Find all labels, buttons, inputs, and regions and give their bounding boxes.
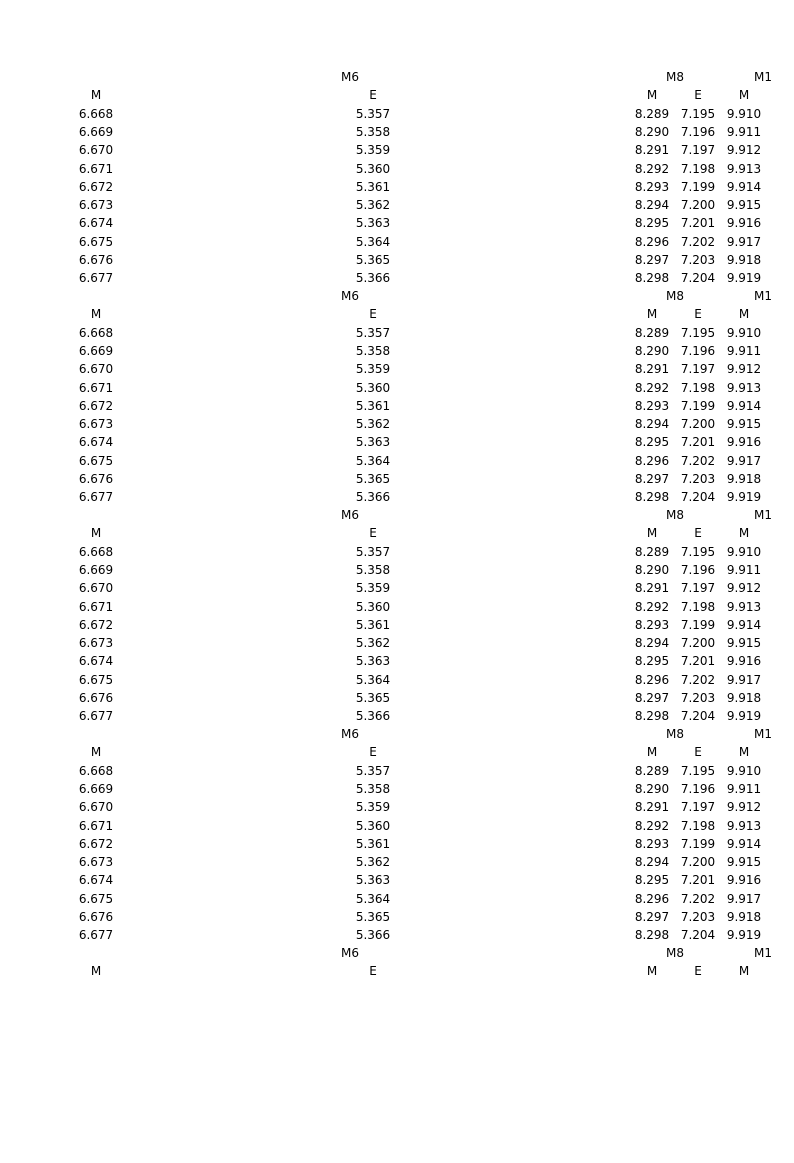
- table-cell: 5.361: [355, 398, 391, 413]
- table-cell: 8.294: [634, 636, 670, 651]
- table-cell: 8.294: [634, 855, 670, 870]
- table-cell: 7.202: [680, 234, 716, 249]
- table-cell: 6.669: [78, 124, 114, 139]
- group-header-m1: M1: [754, 289, 772, 303]
- table-cell: 9.914: [726, 836, 762, 851]
- table-cell: 8.293: [634, 617, 670, 632]
- table-cell: 6.674: [78, 873, 114, 888]
- table-cell: 8.295: [634, 216, 670, 231]
- table-cell: 5.357: [355, 106, 391, 121]
- table-cell: 8.290: [634, 343, 670, 358]
- table-cell: 7.195: [680, 106, 716, 121]
- table-cell: 6.674: [78, 216, 114, 231]
- table-cell: 8.291: [634, 800, 670, 815]
- column-header: E: [694, 745, 702, 760]
- table-cell: 9.911: [726, 124, 762, 139]
- table-cell: 9.914: [726, 398, 762, 413]
- table-cell: 9.911: [726, 562, 762, 577]
- table-cell: 7.202: [680, 453, 716, 468]
- group-header-m1: M1: [754, 946, 772, 960]
- table-cell: 7.199: [680, 617, 716, 632]
- table-cell: 5.362: [355, 636, 391, 651]
- table-cell: 8.292: [634, 380, 670, 395]
- table-cell: 6.676: [78, 472, 114, 486]
- table-cell: 7.201: [680, 216, 716, 231]
- table-cell: 9.917: [726, 672, 762, 687]
- table-cell: 5.366: [355, 709, 391, 724]
- column-header: M: [738, 745, 750, 760]
- table-cell: 7.195: [680, 763, 716, 778]
- table-cell: 9.916: [726, 435, 762, 450]
- table-cell: 7.203: [680, 910, 716, 924]
- table-block: [0, 725, 772, 944]
- column-header: M: [646, 88, 658, 103]
- column-header: M: [646, 745, 658, 760]
- table-cell: 6.673: [78, 198, 114, 213]
- group-header-m8: M8: [666, 289, 684, 303]
- table-cell: 9.913: [726, 380, 762, 395]
- table-cell: 7.198: [680, 818, 716, 833]
- table-cell: 5.365: [355, 691, 391, 705]
- group-header-m8: M8: [666, 946, 684, 960]
- table-cell: 8.293: [634, 398, 670, 413]
- table-cell: 6.674: [78, 435, 114, 450]
- table-cell: 8.290: [634, 781, 670, 796]
- table-cell: 9.913: [726, 599, 762, 614]
- group-header-m8: M8: [666, 70, 684, 84]
- table-cell: 7.204: [680, 271, 716, 286]
- table-cell: 8.298: [634, 709, 670, 724]
- table-cell: 6.671: [78, 380, 114, 395]
- table-cell: 8.295: [634, 873, 670, 888]
- table-cell: 5.358: [355, 781, 391, 796]
- table-cell: 7.195: [680, 544, 716, 559]
- table-cell: 8.297: [634, 472, 670, 486]
- table-cell: 6.674: [78, 654, 114, 669]
- table-cell: 7.200: [680, 636, 716, 651]
- table-cell: 5.359: [355, 143, 391, 158]
- table-cell: 8.294: [634, 417, 670, 432]
- table-cell: 6.670: [78, 800, 114, 815]
- table-cell: 8.289: [634, 106, 670, 121]
- table-cell: 6.669: [78, 781, 114, 796]
- spreadsheet-area: [0, 68, 772, 1024]
- table-cell: 6.677: [78, 709, 114, 724]
- table-cell: 7.199: [680, 398, 716, 413]
- table-cell: 5.357: [355, 325, 391, 340]
- table-cell: 5.364: [355, 453, 391, 468]
- group-header-m6: M6: [341, 70, 359, 84]
- table-cell: 6.672: [78, 179, 114, 194]
- table-cell: 8.292: [634, 818, 670, 833]
- group-header-m6: M6: [341, 508, 359, 522]
- table-cell: 6.677: [78, 271, 114, 286]
- table-cell: 9.919: [726, 709, 762, 724]
- table-cell: 8.294: [634, 198, 670, 213]
- table-cell: 9.915: [726, 636, 762, 651]
- table-cell: 5.363: [355, 216, 391, 231]
- table-cell: 7.196: [680, 343, 716, 358]
- table-cell: 9.910: [726, 544, 762, 559]
- table-cell: 7.199: [680, 836, 716, 851]
- table-cell: 5.362: [355, 855, 391, 870]
- table-block: [0, 287, 772, 506]
- table-cell: 6.672: [78, 836, 114, 851]
- table-block: [0, 944, 772, 1163]
- table-cell: 5.361: [355, 617, 391, 632]
- table-cell: 7.197: [680, 362, 716, 377]
- column-header: M: [738, 526, 750, 541]
- table-cell: 5.362: [355, 417, 391, 432]
- column-header: E: [369, 88, 377, 103]
- table-cell: 7.196: [680, 124, 716, 139]
- table-cell: 5.366: [355, 271, 391, 286]
- group-header-m8: M8: [666, 508, 684, 522]
- table-cell: 7.198: [680, 380, 716, 395]
- table-cell: 8.290: [634, 562, 670, 577]
- table-cell: 9.917: [726, 234, 762, 249]
- table-cell: 9.910: [726, 106, 762, 121]
- table-block: [0, 68, 772, 287]
- table-cell: 5.364: [355, 891, 391, 906]
- column-header: M: [90, 964, 102, 979]
- table-cell: 9.915: [726, 198, 762, 213]
- table-cell: 7.200: [680, 417, 716, 432]
- table-cell: 8.292: [634, 161, 670, 176]
- column-header: E: [369, 745, 377, 760]
- table-cell: 8.289: [634, 763, 670, 778]
- table-cell: 9.910: [726, 763, 762, 778]
- table-cell: 9.912: [726, 800, 762, 815]
- table-cell: 8.289: [634, 325, 670, 340]
- table-cell: 5.359: [355, 362, 391, 377]
- table-cell: 7.201: [680, 873, 716, 888]
- table-cell: 8.291: [634, 362, 670, 377]
- table-cell: 9.917: [726, 453, 762, 468]
- group-header-m6: M6: [341, 289, 359, 303]
- table-cell: 7.195: [680, 325, 716, 340]
- table-cell: 8.289: [634, 544, 670, 559]
- column-header: M: [646, 307, 658, 322]
- table-cell: 6.675: [78, 234, 114, 249]
- table-cell: 7.203: [680, 472, 716, 486]
- table-cell: 5.357: [355, 763, 391, 778]
- table-cell: 9.911: [726, 781, 762, 796]
- table-cell: 5.364: [355, 234, 391, 249]
- table-cell: 8.297: [634, 253, 670, 267]
- table-cell: 5.366: [355, 928, 391, 943]
- table-cell: 9.913: [726, 161, 762, 176]
- table-cell: 9.916: [726, 873, 762, 888]
- table-cell: 8.296: [634, 234, 670, 249]
- table-cell: 5.363: [355, 873, 391, 888]
- column-header: M: [738, 88, 750, 103]
- table-cell: 7.204: [680, 490, 716, 505]
- table-cell: 6.676: [78, 691, 114, 705]
- column-header: E: [694, 964, 702, 979]
- table-cell: 9.916: [726, 654, 762, 669]
- column-header: E: [369, 964, 377, 979]
- table-cell: 7.204: [680, 928, 716, 943]
- table-cell: 9.918: [726, 253, 762, 267]
- table-cell: 6.675: [78, 672, 114, 687]
- table-cell: 8.295: [634, 435, 670, 450]
- table-cell: 6.672: [78, 398, 114, 413]
- table-cell: 6.670: [78, 143, 114, 158]
- table-cell: 6.669: [78, 562, 114, 577]
- group-header-m1: M1: [754, 508, 772, 522]
- table-cell: 8.292: [634, 599, 670, 614]
- table-cell: 6.673: [78, 855, 114, 870]
- table-cell: 6.677: [78, 928, 114, 943]
- table-cell: 6.677: [78, 490, 114, 505]
- column-header: M: [90, 526, 102, 541]
- column-header: M: [738, 964, 750, 979]
- table-cell: 6.676: [78, 910, 114, 924]
- table-cell: 5.365: [355, 910, 391, 924]
- group-header-m1: M1: [754, 727, 772, 741]
- table-cell: 9.910: [726, 325, 762, 340]
- table-cell: 9.914: [726, 617, 762, 632]
- table-cell: 9.919: [726, 490, 762, 505]
- table-cell: 7.198: [680, 599, 716, 614]
- table-cell: 5.358: [355, 343, 391, 358]
- table-cell: 7.199: [680, 179, 716, 194]
- table-cell: 7.203: [680, 253, 716, 267]
- table-cell: 6.671: [78, 818, 114, 833]
- table-cell: 5.360: [355, 818, 391, 833]
- column-header: E: [369, 526, 377, 541]
- table-cell: 6.671: [78, 599, 114, 614]
- table-cell: 5.365: [355, 253, 391, 267]
- table-cell: 6.673: [78, 636, 114, 651]
- table-cell: 5.362: [355, 198, 391, 213]
- group-header-m6: M6: [341, 946, 359, 960]
- table-cell: 7.202: [680, 672, 716, 687]
- table-cell: 5.358: [355, 124, 391, 139]
- table-cell: 6.668: [78, 763, 114, 778]
- table-cell: 7.204: [680, 709, 716, 724]
- table-cell: 6.668: [78, 106, 114, 121]
- table-cell: 5.361: [355, 179, 391, 194]
- table-cell: 6.676: [78, 253, 114, 267]
- table-cell: 6.668: [78, 544, 114, 559]
- table-cell: 5.363: [355, 435, 391, 450]
- group-header-m6: M6: [341, 727, 359, 741]
- table-cell: 6.670: [78, 581, 114, 596]
- table-block: [0, 506, 772, 725]
- table-cell: 6.671: [78, 161, 114, 176]
- table-cell: 8.297: [634, 691, 670, 705]
- column-header: E: [369, 307, 377, 322]
- table-cell: 5.357: [355, 544, 391, 559]
- table-cell: 9.912: [726, 362, 762, 377]
- table-cell: 9.912: [726, 581, 762, 596]
- table-cell: 9.915: [726, 417, 762, 432]
- table-cell: 9.912: [726, 143, 762, 158]
- column-header: M: [738, 307, 750, 322]
- column-header: E: [694, 526, 702, 541]
- table-cell: 7.203: [680, 691, 716, 705]
- column-header: M: [90, 88, 102, 103]
- table-cell: 5.364: [355, 672, 391, 687]
- table-cell: 5.358: [355, 562, 391, 577]
- table-cell: 8.298: [634, 271, 670, 286]
- table-cell: 6.675: [78, 453, 114, 468]
- table-cell: 9.918: [726, 472, 762, 486]
- table-cell: 9.914: [726, 179, 762, 194]
- column-header: M: [646, 526, 658, 541]
- column-header: M: [90, 745, 102, 760]
- table-cell: 7.201: [680, 435, 716, 450]
- table-cell: 8.293: [634, 179, 670, 194]
- table-cell: 8.296: [634, 672, 670, 687]
- table-cell: 9.916: [726, 216, 762, 231]
- table-cell: 8.298: [634, 490, 670, 505]
- table-cell: 8.291: [634, 143, 670, 158]
- table-cell: 9.915: [726, 855, 762, 870]
- table-cell: 9.911: [726, 343, 762, 358]
- table-cell: 9.918: [726, 910, 762, 924]
- table-cell: 7.197: [680, 800, 716, 815]
- table-cell: 5.360: [355, 161, 391, 176]
- table-cell: 6.668: [78, 325, 114, 340]
- table-cell: 8.291: [634, 581, 670, 596]
- table-cell: 7.202: [680, 891, 716, 906]
- table-cell: 6.672: [78, 617, 114, 632]
- table-cell: 8.293: [634, 836, 670, 851]
- table-cell: 6.675: [78, 891, 114, 906]
- table-cell: 9.913: [726, 818, 762, 833]
- column-header: M: [646, 964, 658, 979]
- column-header: E: [694, 307, 702, 322]
- table-cell: 7.196: [680, 781, 716, 796]
- group-header-m1: M1: [754, 70, 772, 84]
- table-cell: 8.290: [634, 124, 670, 139]
- column-header: M: [90, 307, 102, 322]
- table-cell: 5.365: [355, 472, 391, 486]
- table-cell: 8.296: [634, 453, 670, 468]
- column-header: E: [694, 88, 702, 103]
- table-cell: 7.200: [680, 855, 716, 870]
- table-cell: 8.296: [634, 891, 670, 906]
- table-cell: 9.917: [726, 891, 762, 906]
- table-cell: 7.198: [680, 161, 716, 176]
- table-cell: 5.359: [355, 800, 391, 815]
- table-cell: 7.201: [680, 654, 716, 669]
- table-cell: 5.359: [355, 581, 391, 596]
- table-cell: 6.673: [78, 417, 114, 432]
- table-cell: 9.919: [726, 928, 762, 943]
- table-cell: 5.366: [355, 490, 391, 505]
- table-cell: 8.297: [634, 910, 670, 924]
- group-header-m8: M8: [666, 727, 684, 741]
- table-cell: 5.360: [355, 380, 391, 395]
- table-cell: 7.196: [680, 562, 716, 577]
- table-cell: 5.360: [355, 599, 391, 614]
- table-cell: 8.298: [634, 928, 670, 943]
- table-cell: 7.197: [680, 143, 716, 158]
- table-cell: 5.363: [355, 654, 391, 669]
- table-cell: 5.361: [355, 836, 391, 851]
- table-cell: 7.200: [680, 198, 716, 213]
- table-cell: 6.669: [78, 343, 114, 358]
- table-cell: 7.197: [680, 581, 716, 596]
- table-cell: 6.670: [78, 362, 114, 377]
- table-cell: 9.918: [726, 691, 762, 705]
- table-cell: 8.295: [634, 654, 670, 669]
- table-cell: 9.919: [726, 271, 762, 286]
